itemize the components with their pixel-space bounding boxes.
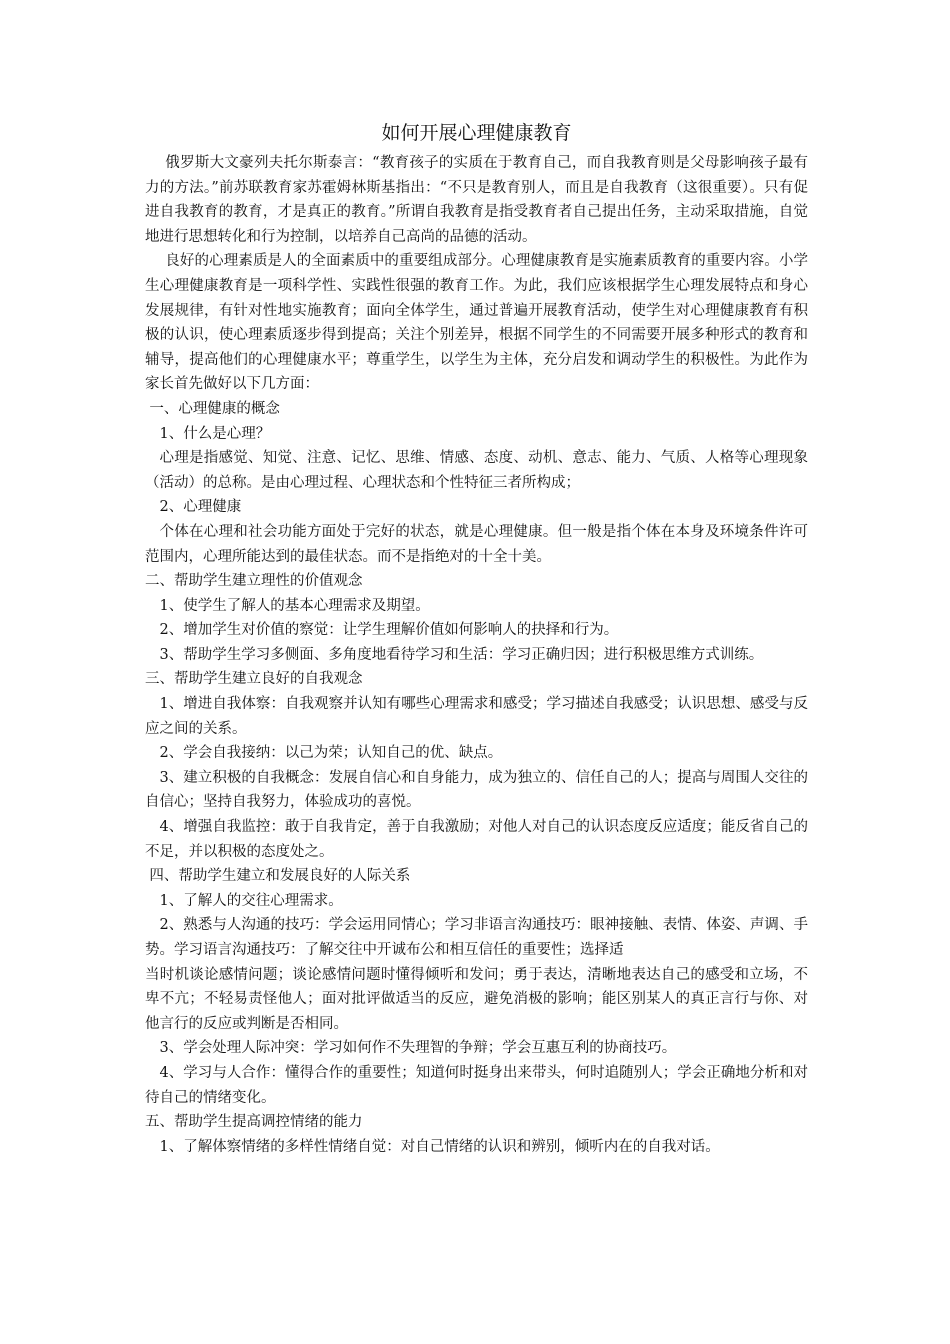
section-1-answer-2: 个体在心理和社会功能方面处于完好的状态，就是心理健康。但一般是指个体在本身及环境条件许可范围内，心理所能达到的最佳状态。而不是指绝对的十全十美。 [145, 523, 808, 565]
section-4-item-4: 4、学习与人合作：懂得合作的重要性；知道何时挺身出来带头，何时追随别人；学会正确地分析和对待自己的情绪变化。 [145, 1064, 808, 1106]
section-2-item: 2、增加学生对价值的察觉：让学生理解价值如何影响人的抉择和行为。 [159, 622, 619, 639]
intro-paragraph-1: 俄罗斯大文豪列夫托尔斯泰言：“教育孩子的实质在于教育自己，而自我教育则是父母影响孩子最有力的方法。”前苏联教育家苏霍姆林斯基指出：“不只是教育别人，而且是自我教育（这很重要）。只有促进自我教育的教育，才是真正的教育。”所谓自我教育是指受教育者自己提出任务，主动采取措施，自觉地进行思想转化和行为控制，以培养自己高尚的品德的活动。 [145, 155, 808, 245]
section-1-answer-1: 心理是指感觉、知觉、注意、记忆、思维、情感、态度、动机、意志、能力、气质、人格等心理现象（活动）的总称。是由心理过程、心理状态和个性特征三者所构成； [145, 450, 808, 491]
section-4-item-3: 3、学会处理人际冲突：学习如何作不失理智的争辩；学会互惠互利的协商技巧。 [159, 1040, 677, 1057]
section-3-item: 4、增强自我监控：敢于自我肯定，善于自我激励；对他人对自己的认识态度反应适度；能反省自己的不足，并以积极的态度处之。 [145, 819, 808, 860]
intro-paragraph-2: 良好的心理素质是人的全面素质中的重要组成部分。心理健康教育是实施素质教育的重要内容。小学生心理健康教育是一项科学性、实践性很强的教育工作。为此，我们应该根据学生心理发展特点和身心发展规律，有针对性地实施教育；面向全体学生，通过普遍开展教育活动，使学生对心理健康教育有积极的认识，使心理素质逐步得到提高；关注个别差异，根据不同学生的不同需要开展多种形式的教育和辅导，提高他们的心理健康水平；尊重学生，以学生为主体，充分启发和调动学生的积极性。为此作为家长首先做好以下几方面： [145, 253, 808, 393]
section-4-item-2b: 当时机谈论感情问题；谈论感情问题时懂得倾听和发问；勇于表达，清晰地表达自己的感受和立场，不卑不亢；不轻易责怪他人；面对批评做适当的反应，避免消极的影响；能区别某人的真正言行与你、对他言行的反应或判断是否相同。 [145, 966, 808, 1032]
section-2-item: 1、使学生了解人的基本心理需求及期望。 [159, 597, 430, 614]
section-4-heading: 四、帮助学生建立和发展良好的人际关系 [149, 868, 411, 885]
section-3-item: 2、学会自我接纳：以己为荣；认知自己的优、缺点。 [159, 745, 503, 762]
section-1-question-2: 2、心理健康 [159, 499, 242, 516]
document-title: 如何开展心理健康教育 [381, 122, 572, 144]
section-3-heading: 三、帮助学生建立良好的自我观念 [145, 671, 363, 688]
section-5-item-1: 1、了解体察情绪的多样性情绪自觉：对自己情绪的认识和辨别，倾听内在的自我对话。 [159, 1138, 720, 1155]
section-2-heading: 二、帮助学生建立理性的价值观念 [145, 573, 363, 590]
section-4-item-1: 1、了解人的交往心理需求。 [159, 892, 343, 909]
section-3-item: 3、建立积极的自我概念：发展自信心和自身能力，成为独立的、信任自己的人；提高与周围人交往的自信心；坚持自我努力，体验成功的喜悦。 [145, 769, 808, 811]
section-4-item-2a: 2、熟悉与人沟通的技巧：学会运用同情心；学习非语言沟通技巧：眼神接触、表情、体姿、声调、手势。学习语言沟通技巧：了解交往中开诚布公和相互信任的重要性；选择适 [145, 917, 808, 958]
section-3-item: 1、增进自我体察：自我观察并认知有哪些心理需求和感受；学习描述自我感受；认识思想、感受与反应之间的关系。 [145, 696, 808, 737]
section-1-question-1: 1、什么是心理？ [159, 425, 271, 442]
section-2-item: 3、帮助学生学习多侧面、多角度地看待学习和生活：学习正确归因；进行积极思维方式训练。 [159, 646, 764, 663]
section-5-heading: 五、帮助学生提高调控情绪的能力 [145, 1114, 363, 1131]
document-page [145, 118, 808, 1159]
section-1-heading: 一、心理健康的概念 [149, 400, 280, 417]
